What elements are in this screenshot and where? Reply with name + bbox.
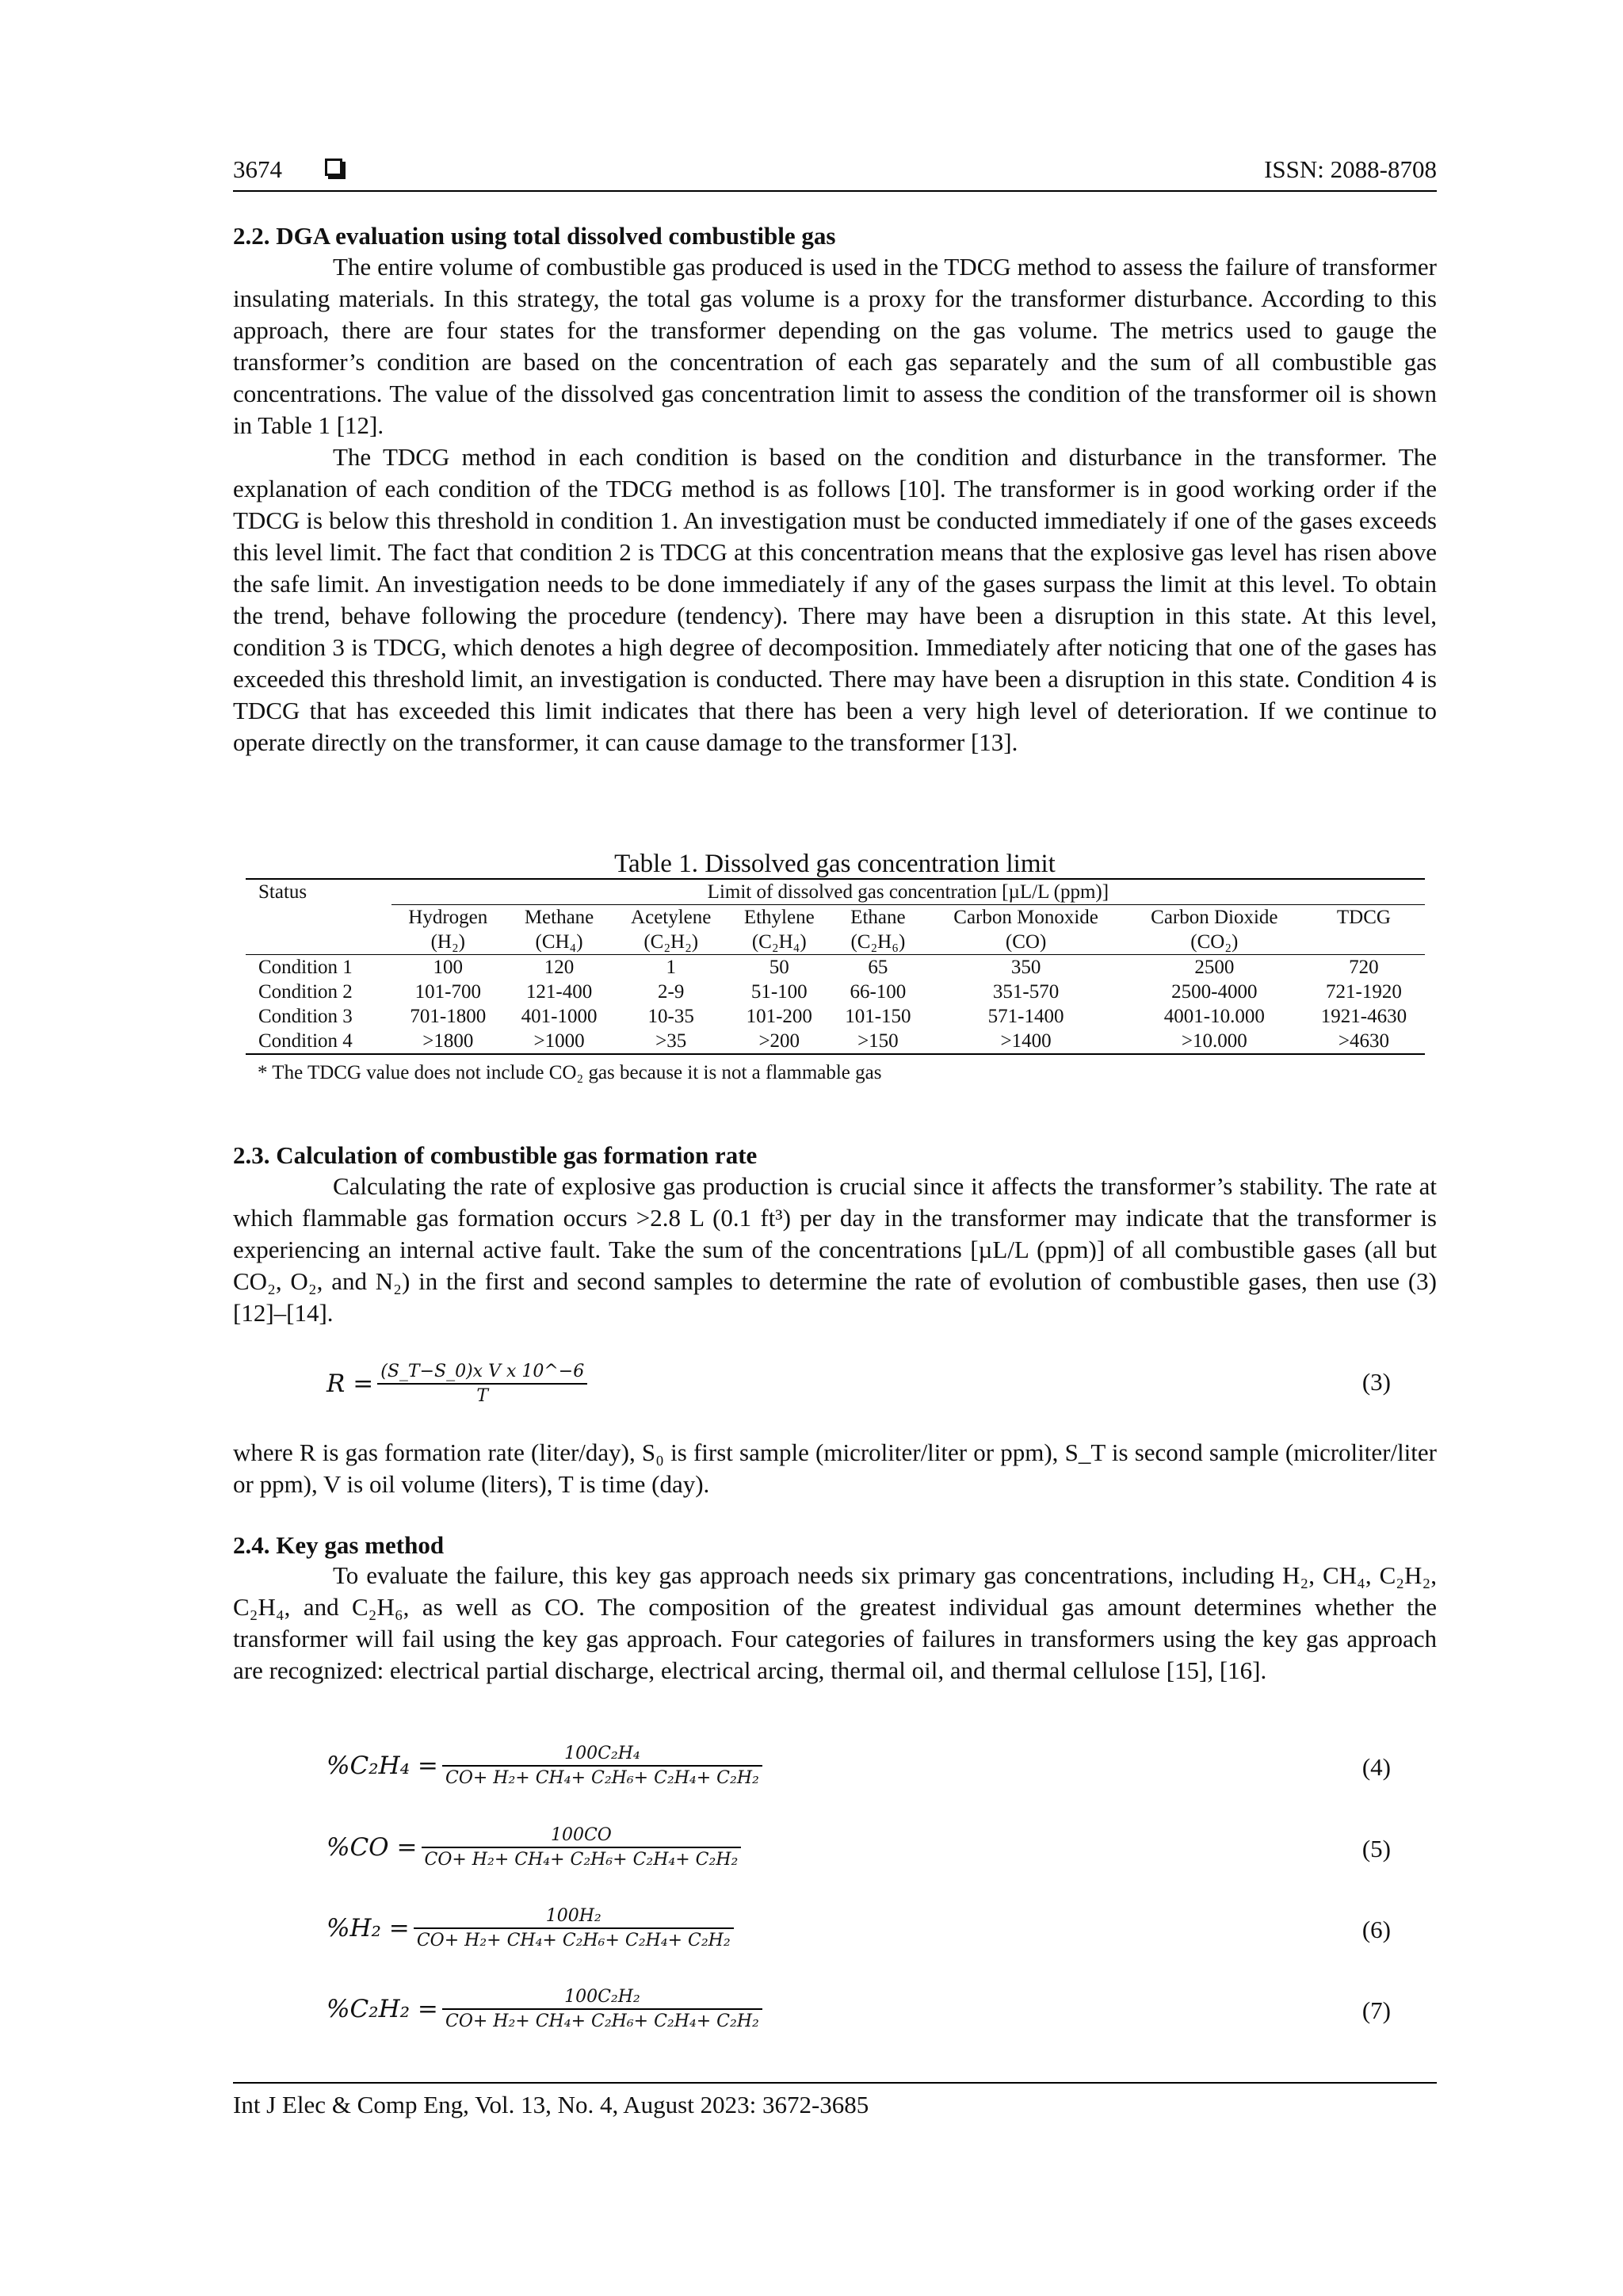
table-cell: Condition 2 — [258, 981, 353, 1003]
equation-numerator: 100C₂H₄ — [564, 1744, 640, 1763]
equation-denominator: CO+ H₂+ CH₄+ C₂H₆+ C₂H₄+ C₂H₂ — [422, 1847, 742, 1870]
table-cell: >1400 — [926, 1029, 1125, 1054]
equation-lhs: %C₂H₂ = — [327, 1995, 438, 2023]
col-name: Methane — [524, 907, 594, 928]
equation-denominator: T — [377, 1383, 587, 1406]
table-caption: Table 1. Dissolved gas concentration limit — [614, 850, 1056, 878]
table-row — [246, 980, 1425, 1004]
equation-lhs: %CO = — [327, 1833, 418, 1862]
table-cell: 1921-4630 — [1320, 1006, 1407, 1027]
section-2-3-where — [233, 1437, 1437, 1500]
footer-rule — [233, 2082, 1437, 2084]
table-cell: Condition 4 — [246, 1029, 391, 1054]
table-cell: >1800 — [391, 1029, 505, 1054]
paragraph: Calculating the rate of explosive gas production is crucial since it affects the transformer’s stability. The rate at which flammable gas formation occurs >2.8 L (0.1 ft³) per day in the transformer may indicate that the transformer is experiencing an internal active fault. Take the sum of the concentrations [µL/L (ppm)] of all combustible gases (all but CO₂, O₂, and N₂) in the first and second samples to determine the rate of evolution of combustible gases, then use (3) [12]–[14]. — [233, 1172, 1437, 1327]
paragraph: The entire volume of combustible gas produced is used in the TDCG method to assess the failure of transformer insulating materials. In this strategy, the total gas volume is a proxy for the transformer disturbance. According to this approach, there are four states for the transformer depending on the gas volume. The metrics used to gauge the transformer’s condition are based on the concentration of each gas separately and the sum of all combustible gas concentrations. The value of the dissolved gas concentration limit to assess the condition of the transformer oil is shown in Table 1 [12]. — [233, 253, 1437, 439]
table-cell: 101-200 — [746, 1006, 812, 1027]
status-header: Status — [246, 879, 391, 905]
equation-fraction — [377, 1362, 587, 1406]
col-name: TDCG — [1336, 907, 1391, 928]
table-cell: >1000 — [505, 1029, 614, 1054]
table-cell: 2-9 — [658, 981, 685, 1003]
table-cell: 720 — [1303, 955, 1425, 980]
equation-5 — [327, 1825, 741, 1870]
equation-numerator: 100H₂ — [545, 1906, 601, 1926]
section-2-2-body — [233, 251, 1437, 758]
section-2-4-title: 2.4. Key gas method — [233, 1531, 445, 1559]
col-formula: (CH₄) — [535, 931, 583, 953]
section-2-3-title: 2.3. Calculation of combustible gas formation rate — [233, 1141, 758, 1169]
equation-lhs: %C₂H₄ = — [327, 1752, 438, 1780]
equation-7 — [327, 1987, 762, 2031]
equation-lhs: %H₂ = — [327, 1914, 410, 1943]
col-formula: (CO) — [1005, 931, 1047, 953]
equation-number: (6) — [1361, 1916, 1391, 1943]
table-cell: 4001-10.000 — [1163, 1006, 1265, 1027]
header-rule — [233, 190, 1437, 192]
table-cell: 2500-4000 — [1171, 981, 1258, 1003]
table-cell: 351-570 — [992, 981, 1060, 1003]
journal-citation: Int J Elec & Comp Eng, Vol. 13, No. 4, August 2023: 3672-3685 — [233, 2091, 869, 2118]
equation-number: (4) — [1361, 1753, 1391, 1781]
equation-6 — [327, 1906, 734, 1950]
table-cell: 65 — [830, 955, 926, 980]
equation-fraction — [442, 1987, 762, 2031]
page-number: 3674 — [233, 155, 282, 183]
journal-issn: ISSN: 2088-8708 — [1264, 155, 1437, 183]
col-name: Ethylene — [743, 907, 815, 928]
table-cell: 100 — [391, 955, 505, 980]
gas-limit-table — [246, 878, 1425, 1055]
col-formula: (C₂H₆) — [850, 931, 906, 953]
table-cell: >150 — [830, 1029, 926, 1054]
table-cell: 51-100 — [750, 981, 808, 1003]
table-cell: 571-1400 — [987, 1006, 1064, 1027]
limit-header: Limit of dissolved gas concentration [µL/L (ppm)] — [391, 879, 1425, 905]
equation-4 — [327, 1744, 762, 1788]
paragraph: To evaluate the failure, this key gas approach needs six primary gas concentrations, including H₂, CH₄, C₂H₂, C₂H₄, and C₂H₆, as well as CO. The composition of the greatest individual gas amount determines whether the transformer will fail using the key gas approach. Four categories of failures in transformers using the key gas approach are recognized: electrical partial discharge, electrical arcing, thermal oil, and thermal cellulose [15], [16]. — [233, 1561, 1437, 1684]
paragraph: The TDCG method in each condition is based on the condition and disturbance in the transformer. The explanation of each condition of the TDCG method is as follows [10]. The transformer is in good working order if the TDCG is below this threshold in condition 1. An investigation must be conducted immediately if one of the gases exceeds this level limit. The fact that condition 2 is TDCG at this concentration means that the explosive gas level has risen above the safe limit. An investigation needs to be done immediately if any of the gases surpass the limit at this level. To obtain the trend, behave following the procedure (tendency). There may have been a disruption in this state. At this level, condition 3 is TDCG, which denotes a high degree of decomposition. Immediately after noticing that one of the gases has exceeded this threshold limit, an investigation is conducted. There may have been a disruption in this state. Condition 4 is TDCG that has exceeded this limit indicates that there has been a very high level of deterioration. If we continue to operate directly on the transformer, it can cause damage to the transformer [13]. — [233, 443, 1437, 756]
equation-number: (7) — [1361, 1996, 1391, 2024]
col-formula: (C₂H₄) — [751, 931, 807, 953]
equation-numerator: (S_T−S_0)x V x 10^−6 — [380, 1362, 585, 1381]
table-row — [246, 1029, 1425, 1054]
equation-fraction — [442, 1744, 762, 1788]
table-note: * The TDCG value does not include CO₂ gas because it is not a flammable gas — [258, 1062, 882, 1083]
table-cell: 101-150 — [845, 1006, 911, 1027]
equation-numerator: 100C₂H₂ — [564, 1987, 640, 2007]
equation-lhs: R = — [327, 1370, 374, 1398]
table-cell: 101-700 — [414, 981, 481, 1003]
table-cell: >4630 — [1303, 1029, 1425, 1054]
equation-denominator: CO+ H₂+ CH₄+ C₂H₆+ C₂H₄+ C₂H₂ — [414, 1927, 734, 1950]
equation-fraction — [414, 1906, 734, 1950]
square-bullet-icon — [325, 159, 342, 176]
table-cell: 701-1800 — [410, 1006, 487, 1027]
table-cell: 350 — [926, 955, 1125, 980]
col-name: Carbon Monoxide — [953, 907, 1098, 928]
section-2-3-body — [233, 1171, 1437, 1329]
table-cell: >10.000 — [1126, 1029, 1303, 1054]
table-cell: Condition 3 — [258, 1006, 353, 1027]
equation-denominator: CO+ H₂+ CH₄+ C₂H₆+ C₂H₄+ C₂H₂ — [442, 1765, 762, 1788]
col-name: Ethane — [850, 907, 906, 928]
col-formula: (C₂H₂) — [643, 931, 699, 953]
table-cell: 120 — [505, 955, 614, 980]
equation-3 — [327, 1362, 587, 1406]
equation-numerator: 100CO — [550, 1825, 612, 1845]
table-row — [246, 955, 1425, 980]
equation-fraction — [422, 1825, 742, 1870]
col-name: Carbon Dioxide — [1151, 907, 1278, 928]
table-cell: 121-400 — [525, 981, 593, 1003]
col-name: Hydrogen — [408, 907, 488, 928]
table-cell: >200 — [728, 1029, 830, 1054]
equation-denominator: CO+ H₂+ CH₄+ C₂H₆+ C₂H₄+ C₂H₂ — [442, 2008, 762, 2031]
col-formula: (CO₂) — [1190, 931, 1239, 953]
table-cell: >35 — [613, 1029, 728, 1054]
section-2-2-title: 2.2. DGA evaluation using total dissolved combustible gas — [233, 222, 836, 250]
table-cell: 66-100 — [850, 981, 907, 1003]
paragraph: where R is gas formation rate (liter/day), S₀ is first sample (microliter/liter or ppm), S_T is second sample (microliter/liter or ppm), V is oil volume (liters), T is time (day). — [233, 1438, 1437, 1498]
col-formula — [1303, 930, 1425, 955]
table-cell: 50 — [728, 955, 830, 980]
equation-number: (3) — [1361, 1368, 1391, 1396]
table-row — [246, 1004, 1425, 1029]
section-2-4-body — [233, 1560, 1437, 1687]
table-cell: 10-35 — [647, 1006, 694, 1027]
table-cell: 401-1000 — [521, 1006, 598, 1027]
col-formula: (H₂) — [430, 931, 465, 953]
table-cell: 2500 — [1126, 955, 1303, 980]
table-cell: 1 — [613, 955, 728, 980]
col-name: Acetylene — [631, 907, 712, 928]
table-cell: Condition 1 — [246, 955, 391, 980]
table-cell: 721-1920 — [1326, 981, 1402, 1003]
equation-number: (5) — [1361, 1835, 1391, 1862]
